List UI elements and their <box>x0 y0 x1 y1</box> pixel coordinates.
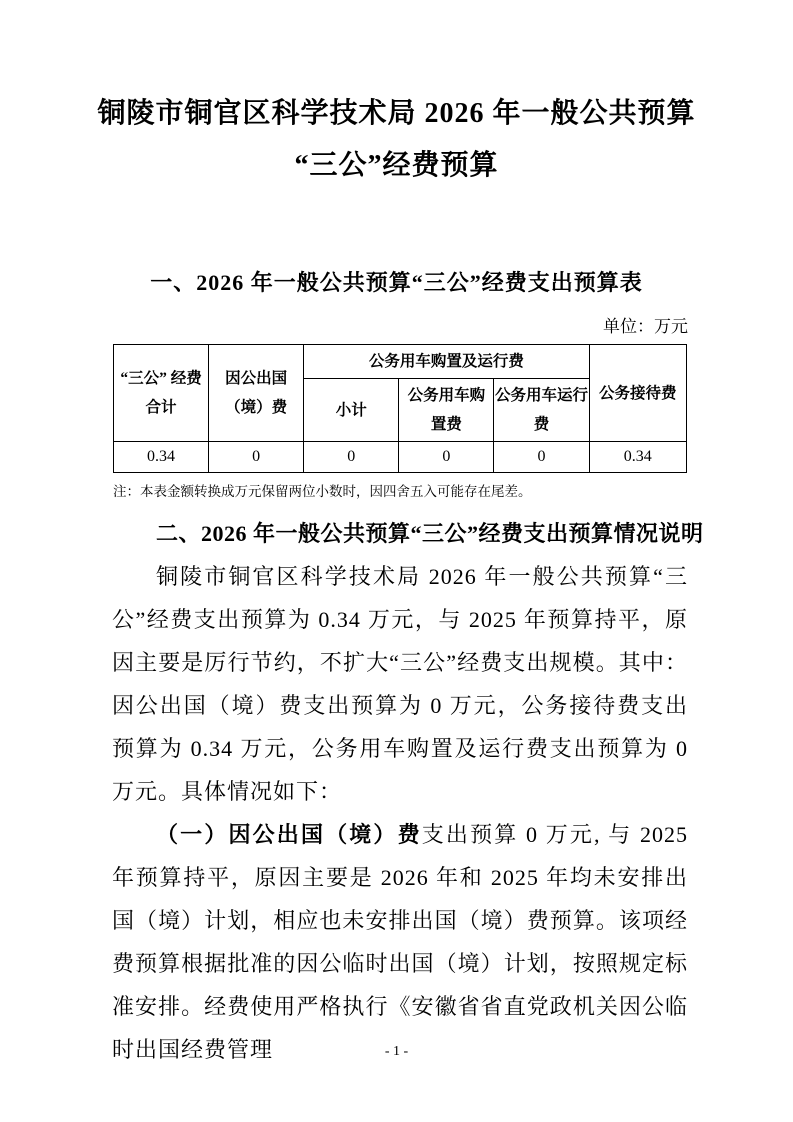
document-title <box>0 0 793 192</box>
table-row <box>114 442 687 473</box>
table-cell-vehicle-operation: 0 <box>494 442 589 473</box>
table-header-subtotal: 小计 <box>304 379 399 442</box>
sangong-budget-table <box>113 344 687 473</box>
table-header-reception-fee: 公务接待费 <box>589 345 686 442</box>
section2-paragraph-2 <box>112 813 688 1071</box>
document-title-line-2: “三公”经费预算 <box>294 150 499 181</box>
paragraph-2-body-text: 支出预算 0 万元, 与 2025 年预算持平，原因主要是 2026 年和 2025 年均未安排出国（境）计划，相应也未安排出国（境）费预算。该项经费预算根据批准的因公临时出国（境）计划，按照规定标准安排。经费使用严格执行《安徽省省直党政机关因公临时出国经费管理 <box>112 822 688 1062</box>
table-header-sangong-total: “三公” 经费 合计 <box>114 345 209 442</box>
table-cell-vehicle-purchase: 0 <box>399 442 494 473</box>
table-header-abroad-fee: 因公出国 （境）费 <box>209 345 304 442</box>
table-cell-reception-fee: 0.34 <box>589 442 686 473</box>
table-cell-sangong-total: 0.34 <box>114 442 209 473</box>
table-header-vehicle-purchase: 公务用车购 置费 <box>399 379 494 442</box>
paragraph-2-bold-lead: （一）因公出国（境）费 <box>156 822 422 847</box>
table-unit-label: 单位：万元 <box>603 317 688 336</box>
table-cell-abroad-fee: 0 <box>209 442 304 473</box>
section2-paragraph-1: 铜陵市铜官区科学技术局 2026 年一般公共预算“三公”经费支出预算为 0.34 万元，与 2025 年预算持平，原因主要是厉行节约，不扩大“三公”经费支出规模。其中：因公出国（境）费支出预算为 0 万元，公务接待费支出预算为 0.34 万元，公务用车购置及运行费支出预算为 0 万元。具体情况如下： <box>112 564 688 804</box>
document-title-line-1: 铜陵市铜官区科学技术局 2026 年一般公共预算 <box>97 98 696 129</box>
section1-heading: 一、2026 年一般公共预算“三公”经费支出预算表 <box>150 270 643 295</box>
table-cell-subtotal: 0 <box>304 442 399 473</box>
table-note: 注：本表金额转换成万元保留两位小数时，因四舍五入可能存在尾差。 <box>113 484 532 499</box>
table-header-vehicle-operation: 公务用车运行 费 <box>494 379 589 442</box>
section2-heading: 二、2026 年一般公共预算“三公”经费支出预算情况说明 <box>156 521 704 546</box>
page-number: - 1 - <box>384 1044 409 1059</box>
table-header-vehicle-group: 公务用车购置及运行费 <box>304 345 589 379</box>
